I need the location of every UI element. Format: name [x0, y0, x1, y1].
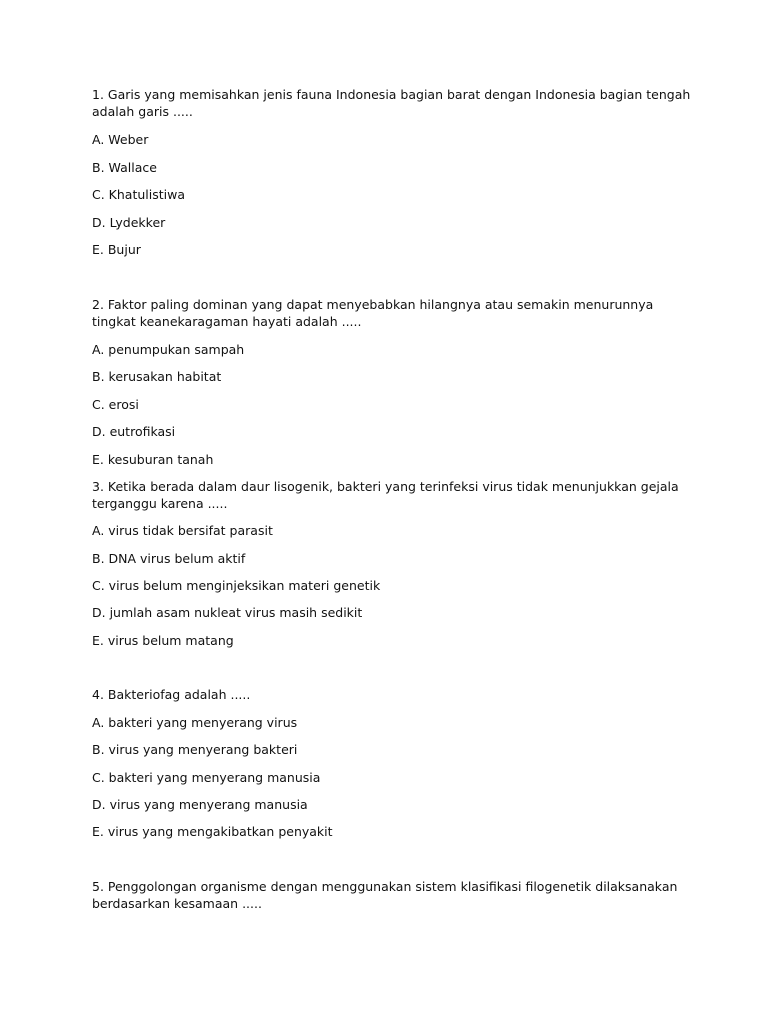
question-3-option-a: A. virus tidak bersifat parasit: [92, 523, 273, 538]
question-1-text: 1. Garis yang memisahkan jenis fauna Indonesia bagian barat dengan Indonesia bagian tengah adalah garis .....: [92, 87, 691, 119]
question-4-option-a: A. bakteri yang menyerang virus: [92, 715, 298, 730]
question-2-option-c: C. erosi: [92, 397, 139, 412]
question-3-option-e: E. virus belum matang: [92, 633, 234, 648]
question-1-option-e: E. Bujur: [92, 242, 141, 257]
question-3-option-d: D. jumlah asam nukleat virus masih sedikit: [92, 605, 363, 620]
question-4-option-c: C. bakteri yang menyerang manusia: [92, 770, 321, 785]
question-2-text: 2. Faktor paling dominan yang dapat menyebabkan hilangnya atau semakin menurunnya tingkat keanekaragaman hayati adalah .....: [92, 297, 654, 329]
question-4-option-b: B. virus yang menyerang bakteri: [92, 742, 298, 757]
question-3-option-c: C. virus belum menginjeksikan materi genetik: [92, 578, 381, 593]
question-4-option-d: D. virus yang menyerang manusia: [92, 797, 308, 812]
question-2-option-b: B. kerusakan habitat: [92, 369, 222, 384]
question-5-text: 5. Penggolongan organisme dengan menggunakan sistem klasifikasi filogenetik dilaksanakan berdasarkan kesamaan .....: [92, 879, 678, 911]
question-3-option-b: B. DNA virus belum aktif: [92, 551, 246, 566]
question-1-option-d: D. Lydekker: [92, 215, 166, 230]
question-1-option-b: B. Wallace: [92, 160, 157, 175]
question-1-option-a: A. Weber: [92, 132, 149, 147]
question-2-option-e: E. kesuburan tanah: [92, 452, 214, 467]
question-4-option-e: E. virus yang mengakibatkan penyakit: [92, 824, 333, 839]
question-2-option-d: D. eutrofikasi: [92, 424, 176, 439]
question-4-text: 4. Bakteriofag adalah .....: [92, 687, 251, 702]
question-1-option-c: C. Khatulistiwa: [92, 187, 185, 202]
question-2-option-a: A. penumpukan sampah: [92, 342, 245, 357]
question-3-text: 3. Ketika berada dalam daur lisogenik, bakteri yang terinfeksi virus tidak menunjukkan gejala terganggu karena .....: [92, 479, 679, 511]
